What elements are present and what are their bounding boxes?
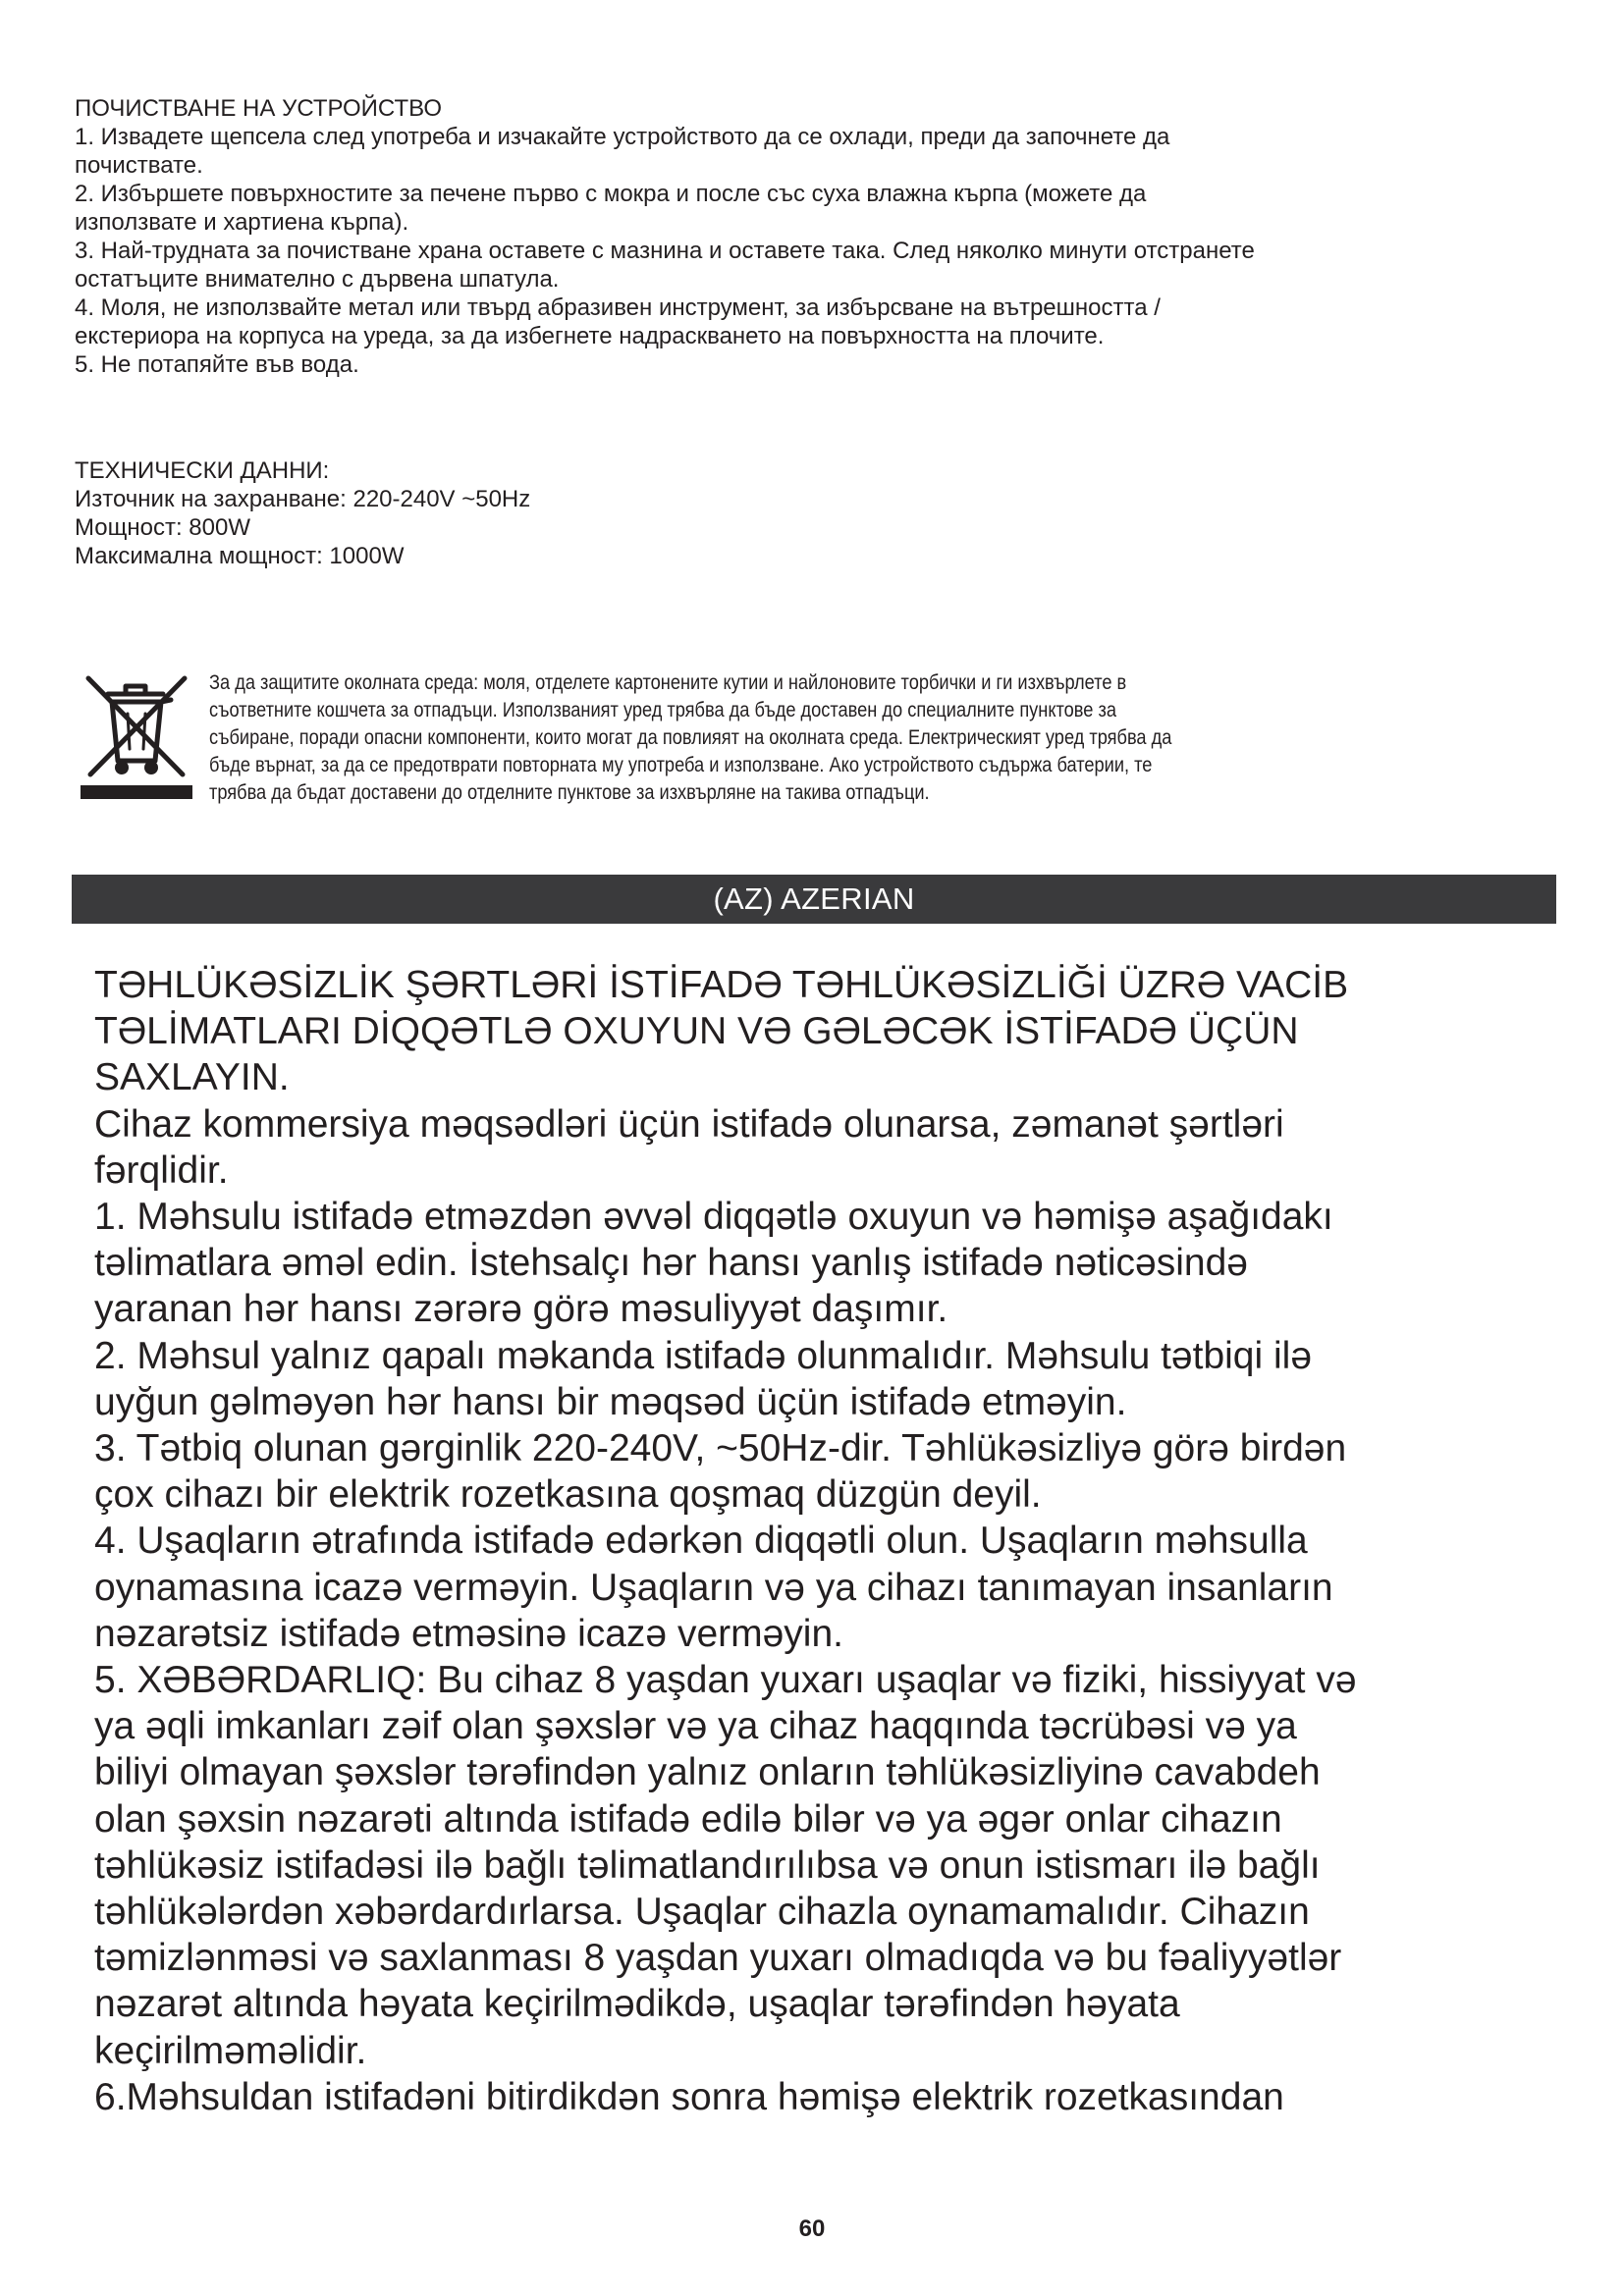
weee-notice [209,669,1340,807]
technical-data-line: Максимална мощност: 1000W [75,543,405,569]
cleaning-line: 4. Моля, не използвайте метал или твърд абразивен инструмент, за избърсване на вътрешността / [75,294,1161,321]
safety-line: keçirilməməlidir. [94,2029,367,2072]
language-section-header: (AZ) AZERIAN [72,875,1556,924]
cleaning-line: 3. Най-трудната за почистване храна оставете с мазнина и оставете така. След няколко минути отстранете [75,238,1255,264]
safety-line: ya əqli imkanları zəif olan şəxslər və ya cihaz haqqında təcrübəsi və ya [94,1705,1297,1748]
safety-line: çox cihazı bir elektrik rozetkasına qoşmaq düzgün deyil. [94,1473,1042,1517]
weee-notice-line: съответните кошчета за отпадъци. Използваният уред трябва да бъде доставен до специалните пунктове за [209,699,1116,721]
cleaning-line: използвате и хартиена кърпа). [75,209,409,236]
safety-line: təmizlənməsi və saxlanması 8 yaşdan yuxarı olmadıqda və bu fəaliyyətlər [94,1937,1342,1980]
safety-line: təhlükələrdən xəbərdardırlarsa. Uşaqlar cihazla oynamamalıdır. Cihazın [94,1891,1310,1934]
weee-notice-line: За да защитите околната среда: моля, отделете картонените кутии и найлоновите торбички и ги изхвърлете в [209,671,1127,694]
safety-line: 1. Məhsulu istifadə etməzdən əvvəl diqqətlə oxuyun və həmişə aşağıdakı [94,1196,1333,1239]
safety-line: nəzarətsiz istifadə etməsinə icazə verməyin. [94,1612,843,1655]
safety-line: fərqlidir. [94,1148,229,1192]
safety-line: təhlükəsiz istifadəsi ilə bağlı təlimatlandırılıbsa və onun istismarı ilə bağlı [94,1843,1321,1887]
technical-data-line: Източник на захранване: 220-240V ~50Hz [75,486,531,512]
safety-line: 6.Məhsuldan istifadəni bitirdikdən sonra həmişə elektrik rozetkasından [94,2075,1284,2118]
safety-line: 5. XƏBƏRDARLIQ: Bu cihaz 8 yaşdan yuxarı uşaqlar və fiziki, hissiyyat və [94,1659,1357,1702]
safety-line: təlimatlara əməl edin. İstehsalçı hər hansı yanlış istifadə nəticəsində [94,1242,1248,1285]
safety-line: TƏLİMATLARI DİQQƏTLƏ OXUYUN VƏ GƏLƏCƏK İSTİFADƏ ÜÇÜN [94,1010,1299,1053]
technical-data [75,456,1056,570]
safety-line: uyğun gəlməyən hər hansı bir məqsəd üçün istifadə etməyin. [94,1380,1127,1423]
cleaning-line: 5. Не потапяйте във вода. [75,351,359,378]
cleaning-line: екстериора на корпуса на уреда, за да избегнете надраскването на повърхността на плочите. [75,323,1105,349]
safety-line: SAXLAYIN. [94,1056,290,1099]
safety-line: 2. Məhsul yalnız qapalı məkanda istifadə olunmalıdır. Məhsulu tətbiqi ilə [94,1334,1313,1377]
safety-line: yaranan hər hansı zərərə görə məsuliyyət daşımır. [94,1288,948,1331]
technical-data-title: ТЕХНИЧЕСКИ ДАННИ: [75,457,330,484]
cleaning-section [75,94,1567,379]
cleaning-line: 1. Извадете щепсела след употреба и изчакайте устройството да се охлади, преди да започнете да [75,124,1170,150]
safety-line: nəzarət altında həyata keçirilmədikdə, uşaqlar tərəfindən həyata [94,1983,1180,2026]
weee-notice-line: бъде върнат, за да се предотврати повторната му употреба и използване. Ако устройството съдържа батерии, те [209,754,1153,776]
safety-line: Cihaz kommersiya məqsədləri üçün istifadə olunarsa, zəmanət şərtləri [94,1102,1284,1146]
safety-line: oynamasına icazə verməyin. Uşaqların və ya cihazı tanımayan insanların [94,1566,1333,1609]
safety-line: olan şəxsin nəzarəti altında istifadə edilə bilər və ya əgər onlar cihazın [94,1797,1282,1841]
cleaning-line: остатъците внимателно с дървена шпатула. [75,266,560,293]
page-number: 60 [798,2216,826,2242]
technical-data-line: Мощност: 800W [75,514,250,541]
crossed-out-wheelie-bin-icon [77,670,196,800]
weee-notice-line: трябва да бъдат доставени до отделните пунктове за изхвърляне на такива отпадъци. [209,781,930,804]
azerbaijani-safety-section [94,962,1567,2120]
safety-line: TƏHLÜKƏSİZLİK ŞƏRTLƏRİ İSTİFADƏ TƏHLÜKƏSİZLİĞİ ÜZRƏ VACİB [94,964,1349,1006]
cleaning-line: почиствате. [75,152,203,179]
cleaning-line: 2. Избършете повърхностите за печене първо с мокра и после със суха влажна кърпа (можете да [75,181,1147,207]
cleaning-title: ПОЧИСТВАНЕ НА УСТРОЙСТВО [75,95,442,122]
safety-line: 3. Tətbiq olunan gərginlik 220-240V, ~50Hz-dir. Təhlükəsizliyə görə birdən [94,1427,1347,1470]
safety-line: 4. Uşaqların ətrafında istifadə edərkən diqqətli olun. Uşaqların məhsulla [94,1520,1308,1563]
weee-notice-line: събиране, поради опасни компоненти, които могат да повлияят на околната среда. Електрическият уред трябва да [209,726,1172,749]
safety-line: biliyi olmayan şəxslər tərəfindən yalnız onların təhlükəsizliyinə cavabdeh [94,1751,1321,1794]
